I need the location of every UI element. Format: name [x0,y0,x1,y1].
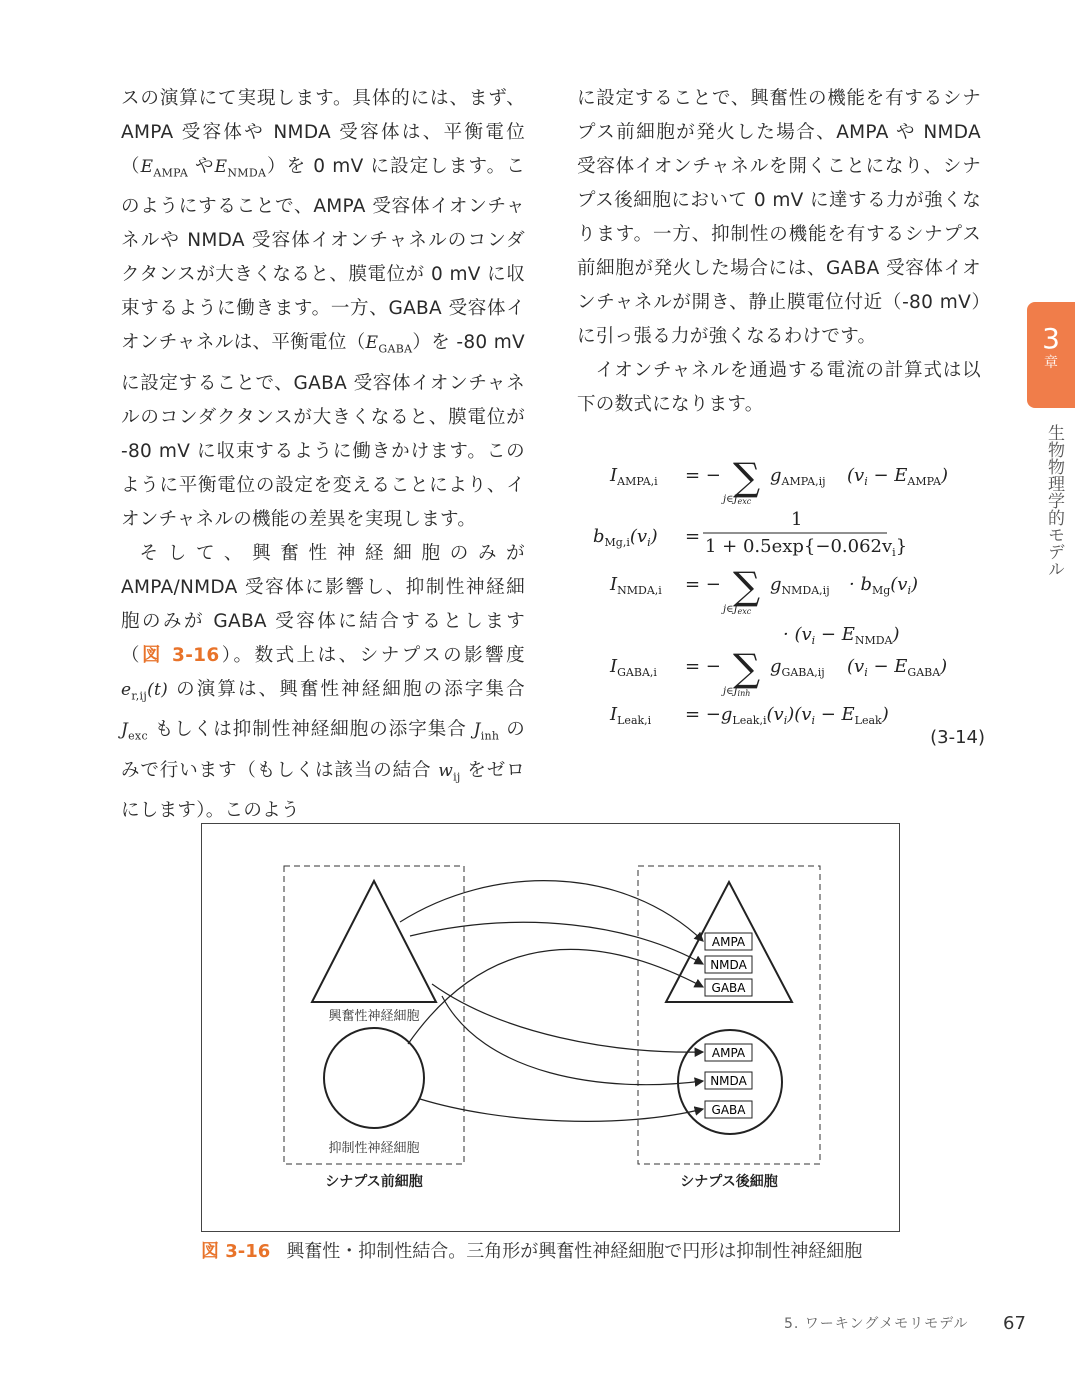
svg-text:= −: = − [685,656,721,677]
svg-text:ILeak,i: $I_{Leak,i}$ [610,704,652,727]
svg-text:j∈Jexc: $j\in J_{exc}$ [723,604,752,616]
svg-text:GABA: GABA [711,1103,746,1117]
equation-block [585,450,985,750]
receptor-nmda-inh [705,1072,752,1089]
svg-text:= −: = − [685,465,721,486]
page-number: 67 [1003,1313,1026,1334]
right-paragraph-1: に設定することで、興奮性の機能を有するシナプス前細胞が発火した場合、AMPA や NMDA 受容体イオンチャネルを開くことになり、シナプス後細胞において 0 mV に達する力が強くなります。一方、抑制性の機能を有するシナプス前細胞が発火した場合には、GABA 受容体イオンチャネルが開き、静止膜電位付近（-80 mV）に引っ張る力が強くなるわけです。 [577,88,981,347]
svg-text:1 + 0.5exp{−0.062vi}: $1 + 0.5\exp\{-0.062v_i\}$ [705,536,908,559]
left-paragraph-2: そして、興奮性神経細胞のみが AMPA/NMDA 受容体に影響し、抑制性神経細胞のみが GABA 受容体に結合するとします（図 3-16）。数式上は、シナプスの影響度 $e_{r,ij}(t)$ の演算は、興奮性神経細胞の添字集合 $J_{exc}$ もしくは抑制性神経細胞の添字集合 $J_{inh}$ のみで行います（もしくは該当の結合 $w_{ij}$ をゼロにします）。このよう [121,542,525,821]
equation-i-leak [609,704,889,727]
svg-text:= −gLeak,i(vi)(vi − ELeak): = $-g_{Leak,i}(v_i)(v_i - E_{Leak})$ [685,704,889,727]
right-paragraph-2: イオンチャネルを通過する電流の計算式は以下の数式になります。 [577,360,981,415]
excitatory-pre-triangle [312,881,436,1002]
receptor-ampa-inh [705,1044,752,1061]
svg-text:= −: = − [685,574,721,595]
svg-text:gGABA,ij: $g_{GABA,ij}$ [770,656,825,679]
svg-text:gNMDA,ij: $g_{NMDA,ij}$ [770,574,830,597]
svg-text:gAMPA,ij: $g_{AMPA,ij}$ [770,465,826,488]
svg-text:IGABA,i: $I_{GABA,i}$ [610,656,657,679]
equation-number: (3-14) [930,727,985,748]
figure-3-16 [201,823,900,1232]
svg-text:(vi − EAMPA): $(v_i - E_{AMPA})$ [847,465,948,488]
connection-exc-to-nmda [410,922,703,964]
presynaptic-label: シナプス前細胞 [325,1174,423,1190]
svg-text:=: = [685,526,701,547]
chapter-title: 生物物理学的モデル [1044,424,1064,577]
receptor-gaba-inh [705,1101,752,1118]
equation-i-ampa [609,455,948,506]
equation-b-mg [593,509,907,559]
svg-text:AMPA: AMPA [711,935,746,949]
svg-text:NMDA: NMDA [710,1074,747,1088]
svg-text:∑: ∑ [733,564,761,608]
svg-text:IAMPA,i: $I_{AMPA,i}$ [610,465,658,488]
inhibitory-neuron-label: 抑制性神経細胞 [328,1141,420,1156]
svg-text:1: 1 [791,509,803,530]
left-column [121,82,525,828]
svg-text:(vi − EGABA): $(v_i - E_{GABA})$ [847,656,948,679]
svg-text:∑: ∑ [733,455,761,499]
left-paragraph-1: スの演算にて実現します。具体的には、まず、AMPA 受容体や NMDA 受容体は、平衡電位（$E_{AMPA}$ や$E_{NMDA}$）を 0 mV に設定します。このようにすることで、AMPA 受容体イオンチャネルや NMDA 受容体イオンチャネルのコンダクタンスが大きくなると、膜電位が 0 mV に収束するように働きます。一方、GABA 受容体イオンチャネルは、平衡電位$(E_{GABA})$を -80 mV に設定することで、GABA 受容体イオンチャネルのコンダクタンスが大きくなると、膜電位が -80 mV に収束するように働きかけます。このように平衡電位の設定を変えることにより、イオンチャネルの機能の差異を実現します。 [121,88,525,530]
caption-figure-number: 図 3-16 [201,1241,271,1262]
connection-exc-to-ampa [400,881,703,941]
chapter-tab[interactable] [1027,302,1075,408]
footer-section-title: 5. ワーキングメモリモデル [784,1316,969,1332]
excitatory-neuron-label: 興奮性神経細胞 [328,1009,420,1024]
chapter-kanji: 章 [1044,355,1058,371]
svg-text:AMPA: AMPA [711,1046,746,1060]
postsynaptic-label: シナプス後細胞 [680,1174,778,1190]
svg-text:· bMg(vi): · $b_{Mg}(v_i)$ [849,574,919,597]
svg-text:INMDA,i: $I_{NMDA,i}$ [610,574,662,597]
receptor-ampa-exc [705,933,752,950]
equation-i-nmda [609,564,918,647]
caption-text: 興奮性・抑制性結合。三角形が興奮性神経細胞で円形は抑制性神経細胞 [286,1241,863,1262]
svg-text:j∈Jexc: $j\in J_{exc}$ [723,494,752,506]
receptor-gaba-exc [705,979,752,996]
svg-text:GABA: GABA [711,981,746,995]
connection-inh-to-gaba-inh [420,1099,703,1121]
svg-text:∑: ∑ [733,646,761,690]
svg-text:NMDA: NMDA [710,958,747,972]
chapter-number: 3 [1042,322,1060,355]
equation-i-gaba [609,646,947,698]
receptor-nmda-exc [705,956,752,973]
svg-text:j∈Jinh: $j\in J_{inh}$ [723,686,751,698]
figure-reference-link[interactable]: 図 3-16 [142,644,220,666]
connection-exc-to-ampa-inh [432,984,703,1052]
right-column [577,82,981,422]
svg-text:bMg,i(vi): $b_{Mg,i}(v_i)$ [593,526,658,549]
figure-caption [201,1238,862,1266]
svg-text:· (vi − ENMDA): · $(v_i - E_{NMDA})$ [783,624,900,647]
